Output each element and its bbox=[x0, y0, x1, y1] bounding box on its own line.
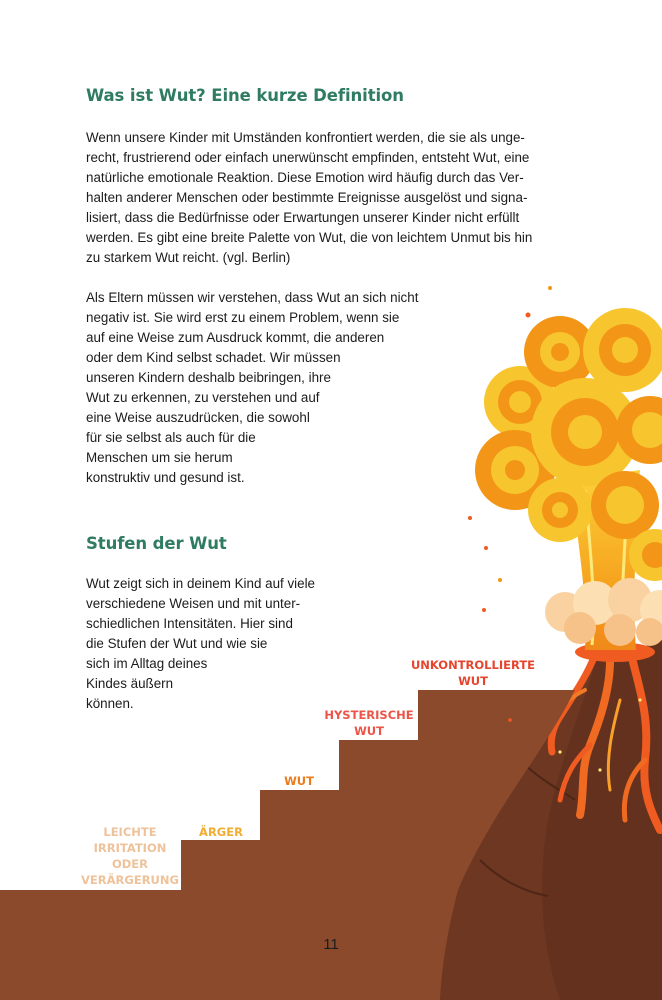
section-heading-stages: Stufen der Wut bbox=[86, 534, 227, 553]
step-label-irritation: LEICHTE IRRITATION ODER VERÄRGERUNG bbox=[81, 825, 179, 887]
step-label-wut: WUT bbox=[284, 774, 314, 788]
parents-paragraph: Als Eltern müssen wir verstehen, dass Wut an sich nicht negativ ist. Sie wird erst zu einem Problem, wenn sie auf eine Weise zum Ausdruck kommt, die anderen oder dem Kind selbst schadet. Wir müssen unseren Kindern deshalb beibringen, ihre Wut zu erkennen, zu verstehen und auf eine Weise auszudrücken, die sowohl für sie selbst als auch für die Menschen um sie herum konstruktiv und gesund ist. bbox=[86, 290, 419, 485]
stages-paragraph: Wut zeigt sich in deinem Kind auf viele verschiedene Weisen und mit unter- schiedlichen Intensitäten. Hier sind die Stufen der Wut und wie sie sich im Alltag deines Kindes äußern können. bbox=[86, 576, 316, 711]
step-label-unkontrolliert: UNKONTROLLIERTE WUT bbox=[410, 658, 536, 688]
step-label-aerger: ÄRGER bbox=[199, 825, 243, 839]
step-label-hysterisch: HYSTERISCHE WUT bbox=[324, 708, 414, 738]
page-number: 11 bbox=[323, 936, 339, 953]
definition-paragraph: Wenn unsere Kinder mit Umständen konfrontiert werden, die sie als unge- recht, frustrierend oder einfach unerwünscht empfinden, entsteht Wut, eine natürliche emotionale Reaktion. Diese Emotion wird häufig durch das Ver- halten anderer Menschen oder bestimmte Ereignisse ausgelöst und signa- lisiert, dass die Bedürfnisse oder Erwartungen unserer Kinder nicht erfüllt werden. Es gibt eine breite Palette von Wut, die von leichtem Unmut bis hin zu starkem Wut reicht. (vgl. Berlin) bbox=[86, 130, 533, 265]
section-heading-definition: Was ist Wut? Eine kurze Definition bbox=[86, 86, 404, 105]
